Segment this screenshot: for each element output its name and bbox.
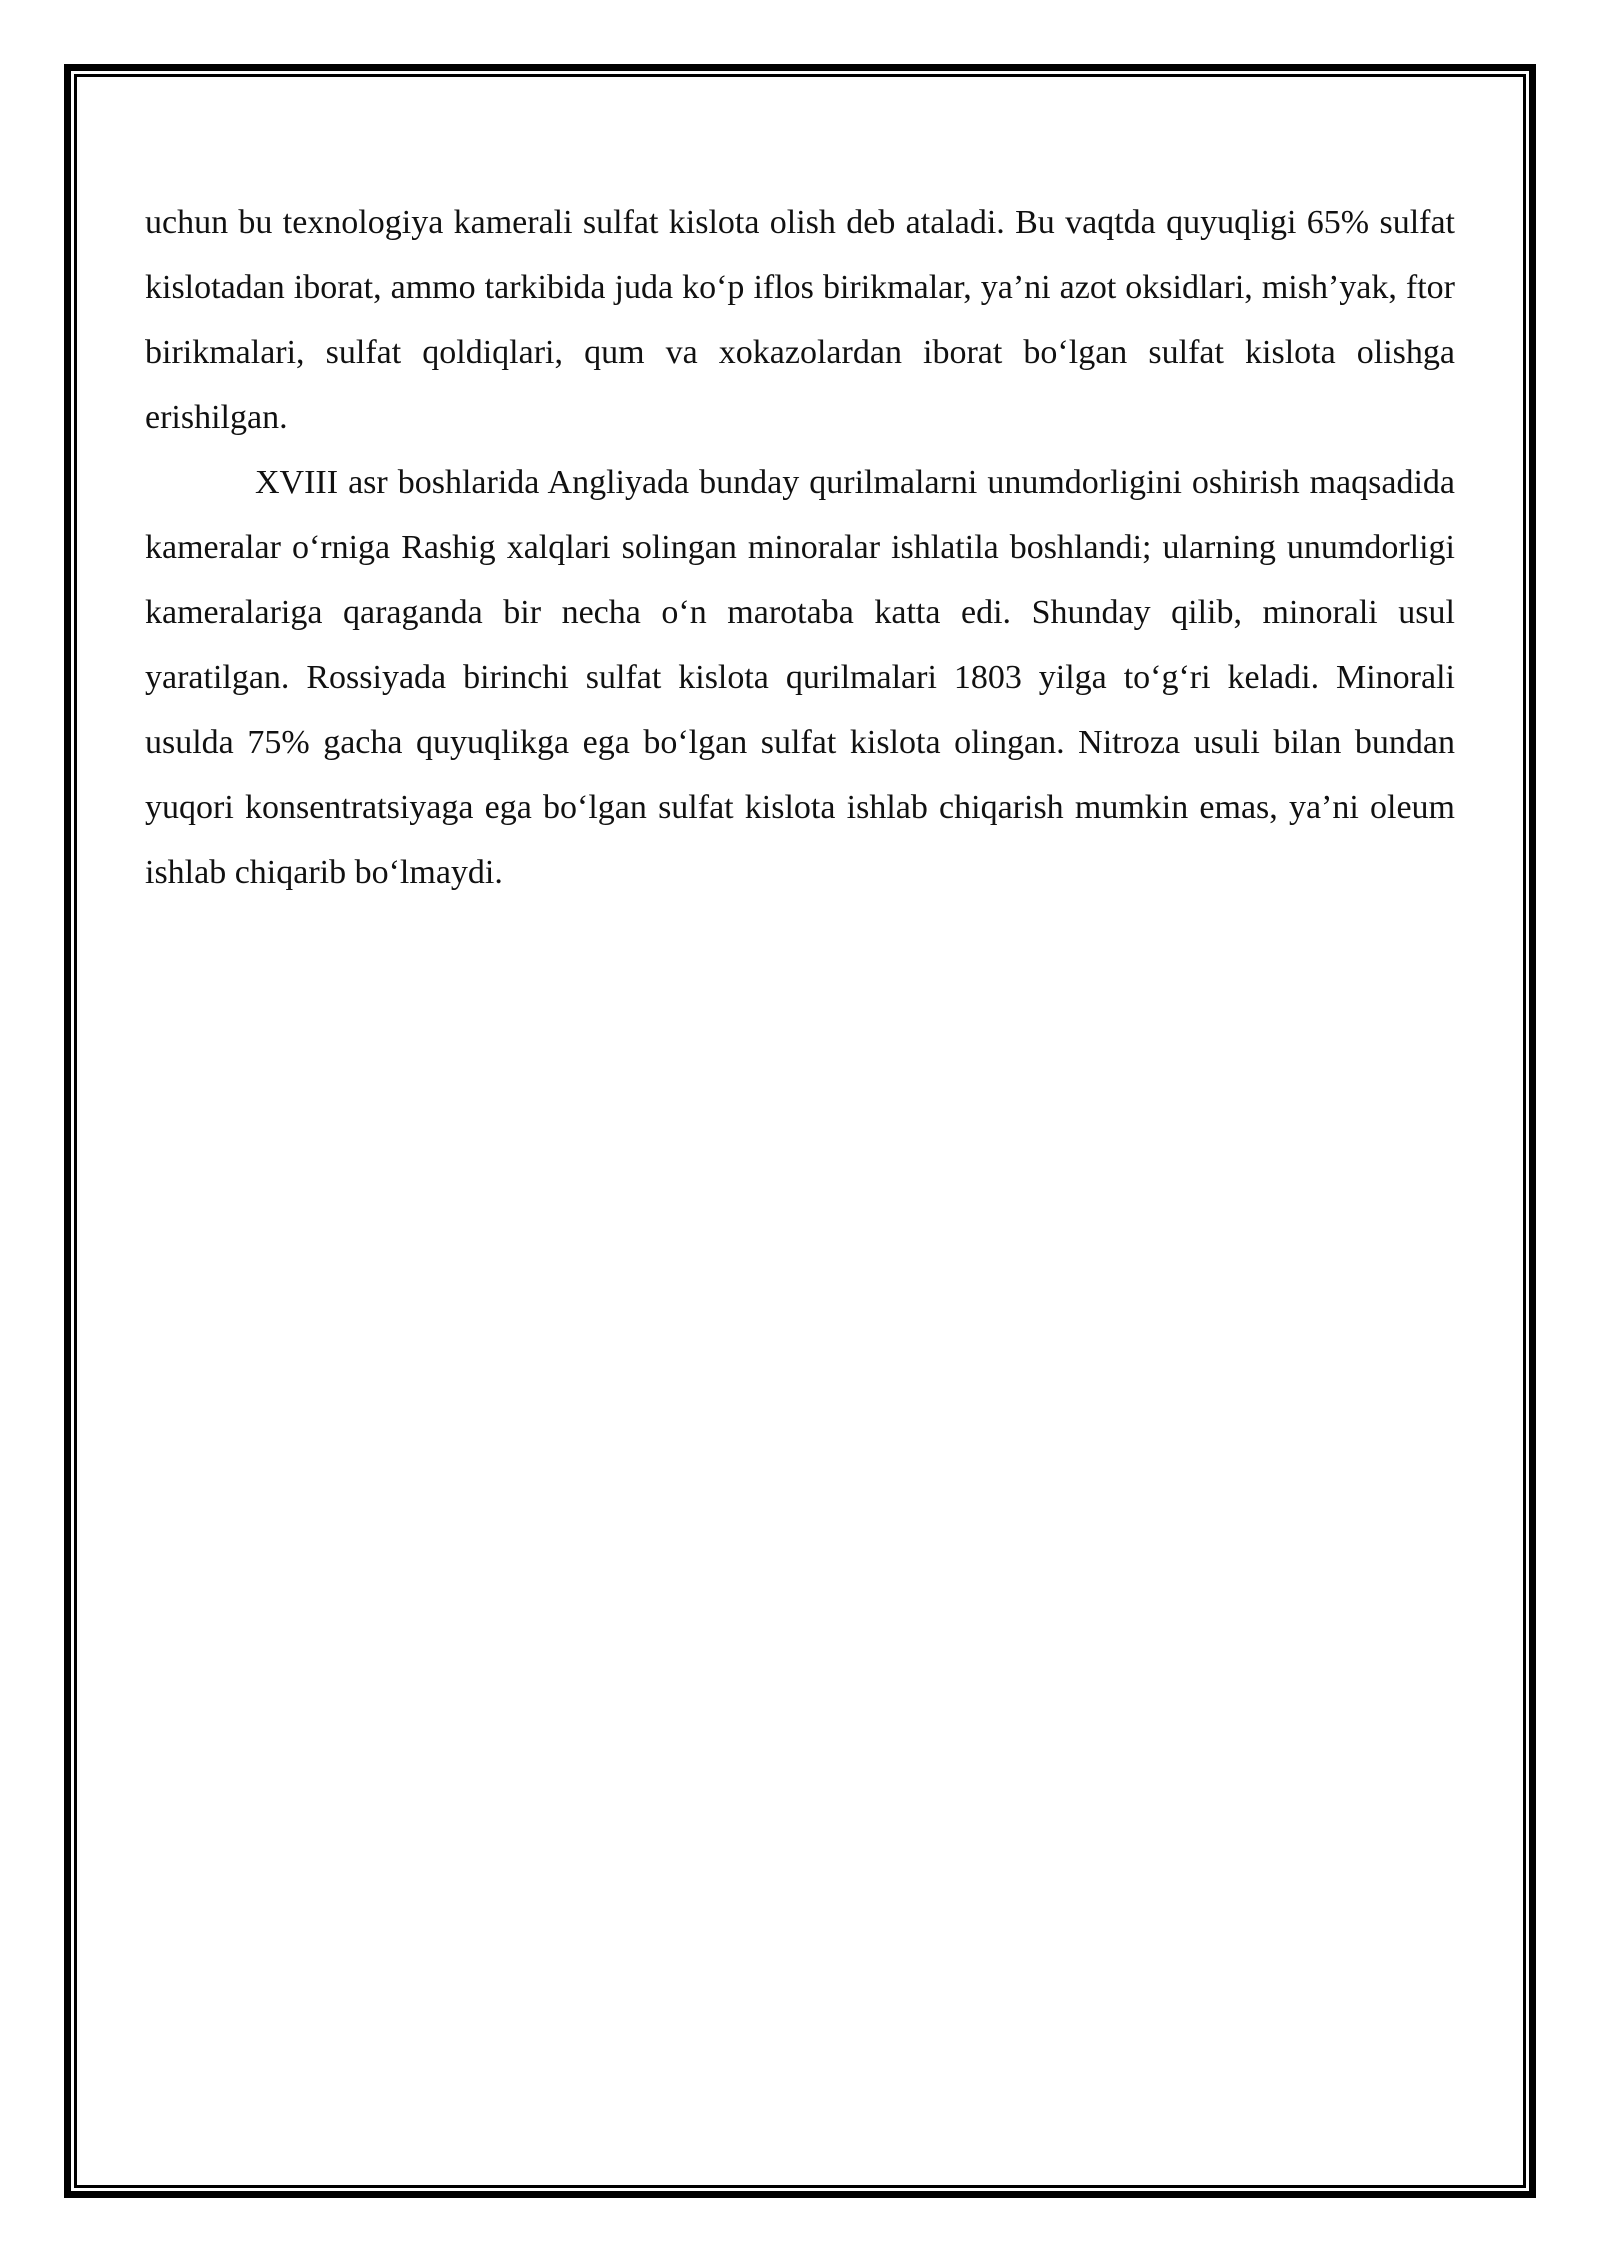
document-body [145, 190, 1455, 905]
paragraph-history: XVIII asr boshlarida Angliyada bunday qurilmalarni unumdorligini oshirish maqsadida kameralar o‘rniga Rashig xalqlari solingan minoralar ishlatila boshlandi; ularning unumdorligi kameralariga qaraganda bir necha o‘n marotaba katta edi. Shunday qilib, minorali usul yaratilgan. Rossiyada birinchi sulfat kislota qurilmalari 1803 yilga to‘g‘ri keladi. Minorali usulda 75% gacha quyuqlikga ega bo‘lgan sulfat kislota olingan. Nitroza usuli bilan bundan yuqori konsentratsiyaga ega bo‘lgan sulfat kislota ishlab chiqarish mumkin emas, ya’ni oleum ishlab chiqarib bo‘lmaydi. [145, 464, 1455, 891]
paragraph-continuation: uchun bu texnologiya kamerali sulfat kislota olish deb ataladi. Bu vaqtda quyuqligi 65% sulfat kislotadan iborat, ammo tarkibida juda ko‘p iflos birikmalar, ya’ni azot oksidlari, mish’yak, ftor birikmalari, sulfat qoldiqlari, qum va xokazolardan iborat bo‘lgan sulfat kislota olishga erishilgan. [145, 204, 1455, 436]
